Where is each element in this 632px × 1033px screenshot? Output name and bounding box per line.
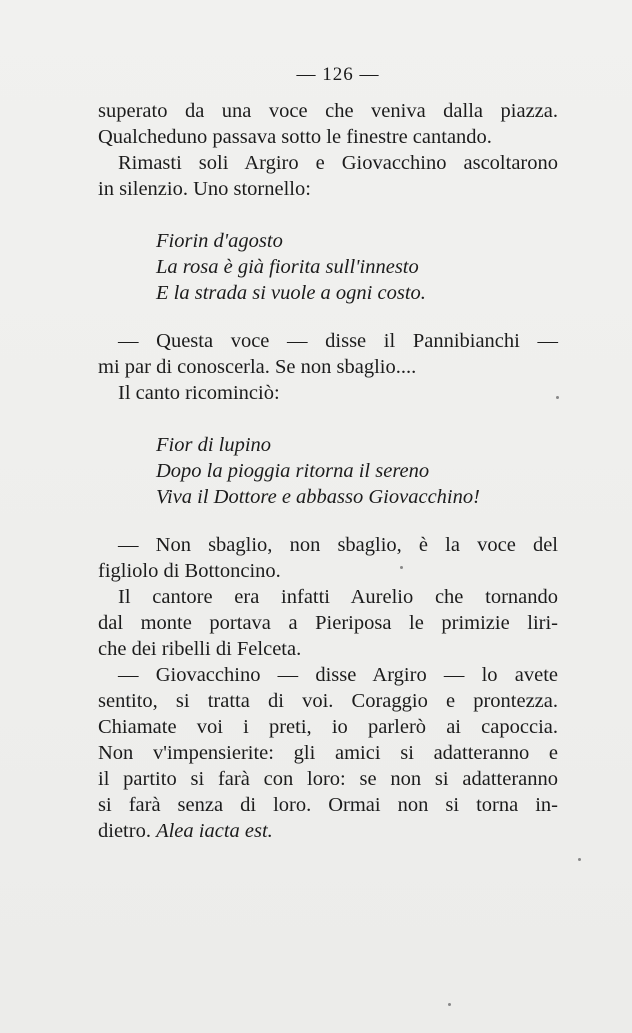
- text-line: figliolo di Bottoncino.: [98, 560, 281, 582]
- poem-line: Dopo la pioggia ritorna il sereno: [156, 460, 430, 482]
- text-line: il partito si farà con loro: se non si adatteranno: [98, 768, 558, 790]
- poem-line: Fiorin d'agosto: [156, 230, 283, 252]
- text-line: Rimasti soli Argiro e Giovacchino ascoltarono: [118, 152, 558, 174]
- text-line: che dei ribelli di Felceta.: [98, 638, 302, 660]
- text-line: — Non sbaglio, non sbaglio, è la voce del: [118, 534, 558, 556]
- text-line: superato da una voce che veniva dalla piazza.: [98, 100, 558, 122]
- text-line: si farà senza di loro. Ormai non si torna in-: [98, 794, 558, 816]
- scan-speck: [448, 1003, 451, 1006]
- text-line: Non v'impensierite: gli amici si adatteranno e: [98, 742, 558, 764]
- text-line: Qualcheduno passava sotto le finestre cantando.: [98, 126, 492, 148]
- text-line: Il canto ricominciò:: [118, 382, 280, 404]
- spacer: [98, 202, 558, 228]
- poem-line: Fior di lupino: [156, 434, 272, 456]
- poem-line: La rosa è già fiorita sull'innesto: [156, 256, 419, 278]
- scan-speck: [578, 858, 581, 861]
- text-line-final: [98, 818, 558, 844]
- spacer: [98, 510, 558, 532]
- text-line: dal monte portava a Pieriposa le primizie liri-: [98, 612, 558, 634]
- page-body: [98, 98, 558, 844]
- page-number: — 126 —: [296, 64, 380, 85]
- scan-speck: [556, 396, 559, 399]
- scan-speck: [400, 566, 403, 569]
- poem-line: Viva il Dottore e abbasso Giovacchino!: [156, 486, 480, 508]
- text-line: mi par di conoscerla. Se non sbaglio....: [98, 356, 417, 378]
- text-line: — Questa voce — disse il Pannibianchi —: [118, 330, 558, 352]
- poem-stornello-1: [98, 228, 558, 306]
- text-line: — Giovacchino — disse Argiro — lo avete: [118, 664, 558, 686]
- text-line: sentito, si tratta di voi. Coraggio e prontezza.: [98, 690, 558, 712]
- text-line: Il cantore era infatti Aurelio che tornando: [118, 586, 558, 608]
- spacer: [98, 306, 558, 328]
- text-line: in silenzio. Uno stornello:: [98, 178, 311, 200]
- poem-stornello-2: [98, 432, 558, 510]
- latin-phrase: Alea iacta est.: [156, 820, 273, 842]
- text-line: Chiamate voi i preti, io parlerò ai capoccia.: [98, 716, 558, 738]
- text-fragment: dietro.: [98, 820, 151, 842]
- spacer: [98, 406, 558, 432]
- poem-line: E la strada si vuole a ogni costo.: [156, 282, 426, 304]
